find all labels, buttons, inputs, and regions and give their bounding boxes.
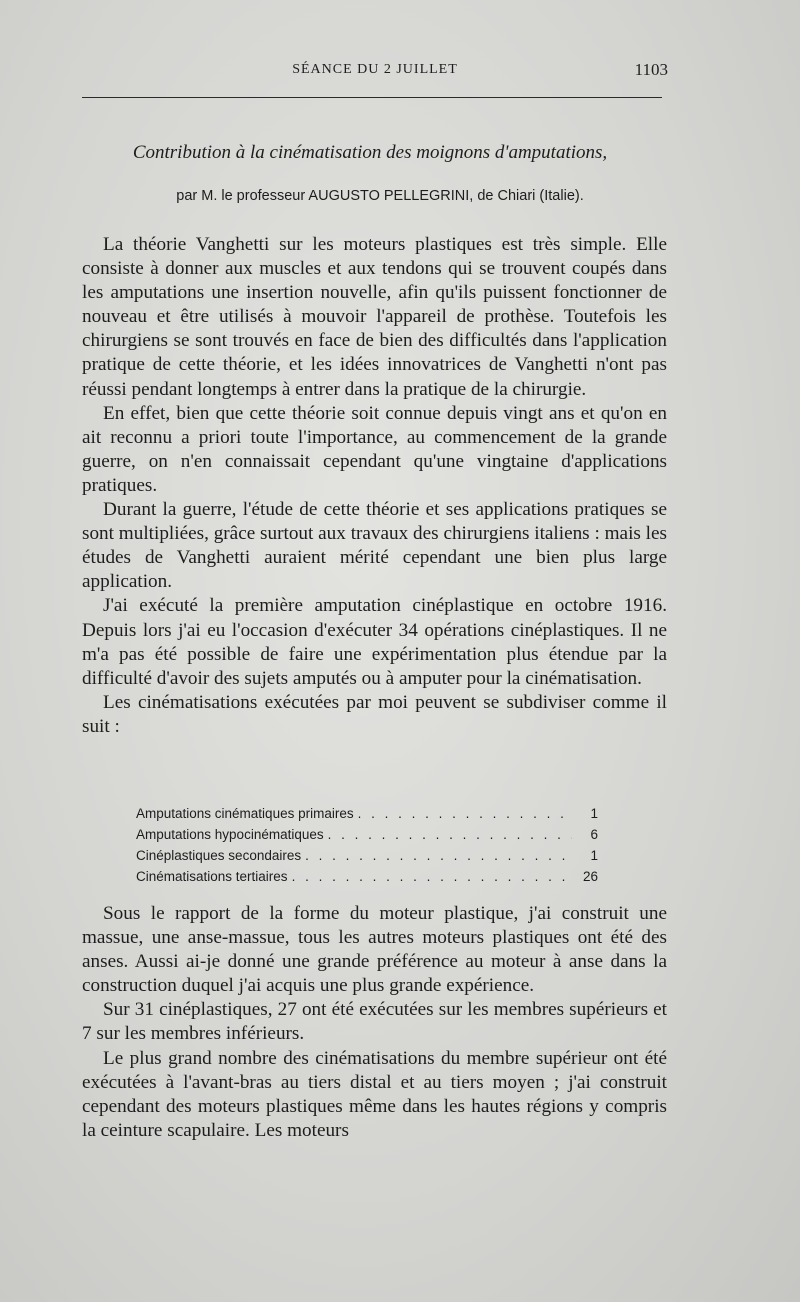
paragraph: Les cinématisations exécutées par moi peuvent se subdiviser comme il suit :: [82, 691, 667, 737]
table-row: [136, 824, 598, 845]
paragraph: Le plus grand nombre des cinématisations du membre supérieur ont été exécutées à l'avant-bras au tiers distal et au tiers moyen ; j'ai construit cependant des moteurs plastiques même dans les hautes régions y compris la ceinture scapulaire. Les moteurs: [82, 1047, 667, 1141]
table-row-label: Cinématisations tertiaires: [136, 869, 288, 884]
table-row-value: 6: [590, 827, 598, 842]
paragraph: Durant la guerre, l'étude de cette théorie et ses applications pratiques se sont multipliées, grâce surtout aux travaux des chirurgiens italiens : mais les études de Vanghetti auraient mérité cependant une bien plus large application.: [82, 499, 667, 593]
paragraph: Sur 31 cinéplastiques, 27 ont été exécutées sur les membres supérieurs et 7 sur les membres inférieurs.: [82, 999, 667, 1045]
running-title: SÉANCE DU 2 JUILLET: [292, 62, 458, 77]
table-row-value: 26: [582, 869, 598, 884]
leader-dots: [324, 824, 572, 845]
table-row-label: Amputations hypocinématiques: [136, 827, 324, 842]
table-row: [136, 866, 598, 887]
leader-dots: [301, 845, 572, 866]
paragraph: En effet, bien que cette théorie soit connue depuis vingt ans et qu'on en ait reconnu a priori toute l'importance, au commencement de la grande guerre, on n'en connaissait cependant qu'une vingtaine d'applications pratiques.: [82, 402, 667, 496]
table-row-value: 1: [590, 848, 598, 863]
body-text-after-table: [82, 902, 667, 1143]
leader-dots: [288, 866, 572, 887]
table-row: [136, 803, 598, 824]
paragraph: La théorie Vanghetti sur les moteurs plastiques est très simple. Elle consiste à donner aux muscles et aux tendons qui se trouvent coupés dans les amputations une insertion nouvelle, afin qu'ils puissent fonctionner de nouveau et être utilisés à mouvoir l'appareil de prothèse. Toutefois les chirurgiens se sont trouvés en face de bien des difficultés dans l'application pratique de cette théorie, et les idées innovatrices de Vanghetti n'ont pas réussi pendant longtemps à entrer dans la pratique de la chirurgie.: [82, 234, 667, 400]
leader-dots: [354, 803, 572, 824]
table-row-label: Cinéplastiques secondaires: [136, 848, 302, 863]
header-rule: [82, 97, 662, 98]
article-title: Contribution à la cinématisation des moignons d'amputations,: [132, 142, 608, 163]
operations-table: [136, 803, 598, 887]
page-header: [82, 60, 668, 84]
article-byline: par M. le professeur AUGUSTO PELLEGRINI, de Chiari (Italie).: [176, 188, 584, 204]
table-row-label: Amputations cinématiques primaires: [136, 806, 354, 821]
table-row-value: 1: [590, 806, 598, 821]
table-row: [136, 845, 598, 866]
body-text-before-table: [82, 233, 667, 739]
paragraph: Sous le rapport de la forme du moteur plastique, j'ai construit une massue, une anse-massue, tous les autres moteurs plastiques ont été des anses. Aussi ai-je donné une grande préférence au moteur à anse dans la construction duquel j'ai acquis une plus grande expérience.: [82, 903, 667, 997]
page-number: 1103: [634, 60, 668, 79]
paragraph: J'ai exécuté la première amputation cinéplastique en octobre 1916. Depuis lors j'ai eu l'occasion d'exécuter 34 opérations cinéplastiques. Il ne m'a pas été possible de faire une expérimentation plus étendue par la difficulté d'avoir des sujets amputés ou à amputer pour la cinématisation.: [82, 595, 667, 689]
